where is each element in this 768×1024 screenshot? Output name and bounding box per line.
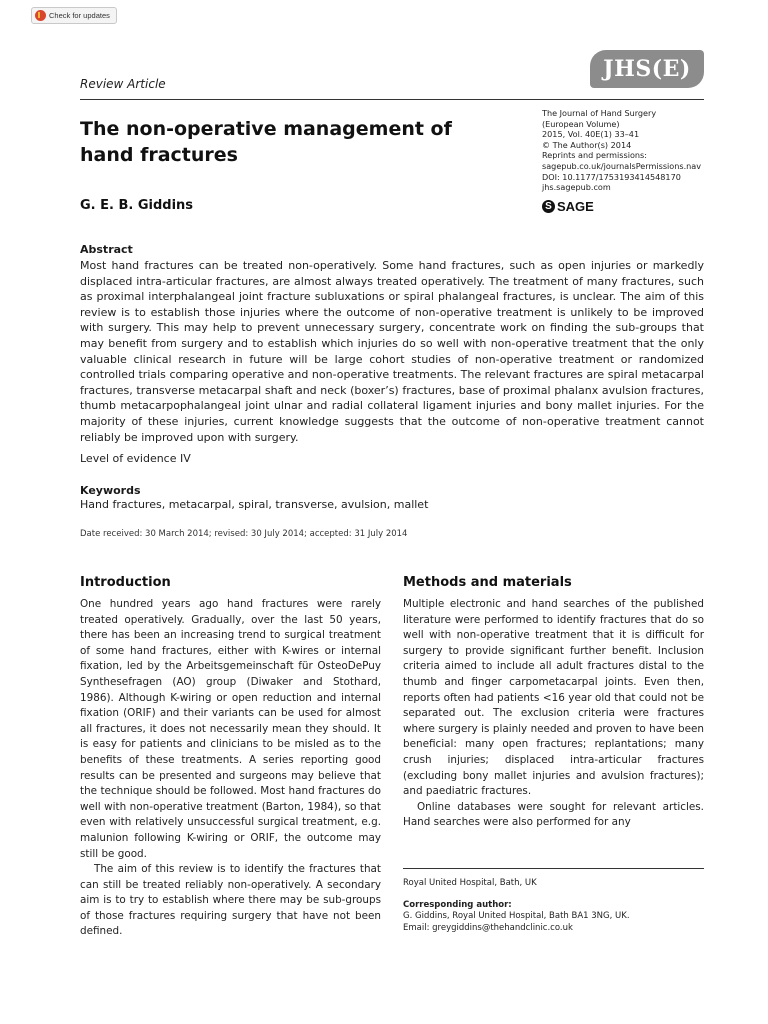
journal-info-line[interactable]: DOI: 10.1177/1753193414548170 — [542, 171, 681, 182]
corresponding-author-name: G. Giddins, Royal United Hospital, Bath BA1 3NG, UK. — [403, 911, 630, 921]
journal-info-line[interactable]: sagepub.co.uk/journalsPermissions.nav — [542, 160, 702, 171]
publisher-logo — [542, 199, 594, 214]
corresponding-author-email[interactable]: Email: greygiddins@thehandclinic.co.uk — [403, 922, 573, 933]
crossmark-icon — [35, 10, 46, 21]
sage-icon: S — [542, 200, 555, 213]
methods-section — [403, 575, 704, 831]
abstract-heading: Abstract — [80, 243, 133, 256]
journal-info-line: The Journal of Hand Surgery — [542, 108, 657, 118]
journal-info-line: 2015, Vol. 40E(1) 33–41 — [542, 129, 640, 140]
introduction-paragraph: The aim of this review is to identify the fractures that can still be treated reliably non-operatively. A secondary aim is to try to establish where there may be sub-groups of those fractures requiring surgery that have not been defined. — [80, 863, 381, 938]
corresponding-author-heading: Corresponding author: — [403, 899, 512, 910]
journal-info-line: (European Volume) — [542, 118, 620, 129]
check-for-updates-badge[interactable] — [31, 7, 117, 24]
article-dates: Date received: 30 March 2014; revised: 30 July 2014; accepted: 31 July 2014 — [80, 529, 408, 539]
introduction-heading: Introduction — [80, 575, 171, 590]
publisher-name: SAGE — [557, 199, 594, 214]
article-title: The non-operative management of hand fractures — [80, 118, 452, 166]
methods-heading: Methods and materials — [403, 575, 572, 590]
journal-info-line: © The Author(s) 2014 — [542, 139, 632, 150]
journal-info-line[interactable]: jhs.sagepub.com — [542, 182, 611, 193]
author-affiliation — [403, 868, 704, 934]
keywords-heading: Keywords — [80, 484, 141, 497]
authors: G. E. B. Giddins — [80, 198, 194, 213]
article-type: Review Article — [80, 77, 166, 91]
journal-info — [542, 108, 712, 193]
header-divider — [80, 99, 704, 100]
keywords-text: Hand fractures, metacarpal, spiral, transverse, avulsion, mallet — [80, 498, 429, 511]
journal-logo: JHS(E) — [590, 50, 704, 88]
introduction-section — [80, 575, 381, 940]
introduction-paragraph: One hundred years ago hand fractures were rarely treated operatively. Gradually, over the last 50 years, there has been an increasing trend to surgical treatment of some hand fractures, either with K-wires or internal fixation, led by the Arbeitsgemeinschaft für OsteoDePuy Synthesefragen (AO) group (Diwaker and Stothard, 1986). Although K-wiring or open reduction and internal fixation (ORIF) and their variants can be used for almost all fractures, it does not necessarily mean they should. It is easy for patients and clinicians to be misled as to the benefits of these treatments. A series reporting good results can be presented and surgeons may believe that the technique should be followed. Most hand fractures do well with non-operative treatment (Barton, 1984), so that even with relatively unsuccessful surgical treatment, e.g. malunion following K-wiring or ORIF, the outcome may still be good. — [80, 598, 381, 860]
evidence-level: Level of evidence IV — [80, 452, 191, 465]
methods-paragraph: Online databases were sought for relevant articles. Hand searches were also performed for any — [403, 800, 704, 829]
journal-info-line: Reprints and permissions: — [542, 150, 647, 161]
abstract-text: Most hand fractures can be treated non-operatively. Some hand fractures, such as open injuries or markedly displaced intra-articular fractures, are almost always treated operatively. The treatment of many fractures, such as proximal interphalangeal joint fracture subluxations or spiral phalangeal fractures, is unclear. The aim of this review is to establish those injuries where the outcome of non-operative treatment is unlikely to be improved with surgery. This may help to prevent unnecessary surgery, concentrate work on finding the sub-groups that may benefit from surgery and to establish which injuries do so well with non-operative treatment that the only valuable clinical research in future will be large cohort studies of non-operative treatment or randomized controlled trials comparing operative and non-operative treatments. The relevant fractures are spiral metacarpal fractures, transverse metacarpal shaft and neck (boxer’s) fractures, base of proximal phalanx avulsion fractures, thumb metacarpophalangeal joint ulnar and radial collateral ligament injuries and bony mallet injuries. For the majority of these injuries, current knowledge suggests that the outcome of non-operative treatment cannot reliably be improved upon with surgery. — [80, 259, 704, 444]
check-for-updates-label: Check for updates — [49, 11, 110, 20]
methods-paragraph: Multiple electronic and hand searches of the published literature were performed to identify fractures that do so well with non-operative treatment that it is difficult for surgery to provide significant further benefit. Inclusion criteria aimed to include all adult fractures distal to the thumb and finger carpometacarpal joints. Even then, reports often had patients <16 year old that could not be separated out. The exclusion criteria were fractures where surgery is plainly needed and proven to have been beneficial: many open fractures; replantations; many crush injuries; displaced intra-articular fractures (excluding bony mallet injuries and avulsion fractures); and paediatric fractures. — [403, 598, 704, 798]
affiliation-text: Royal United Hospital, Bath, UK — [403, 878, 537, 888]
